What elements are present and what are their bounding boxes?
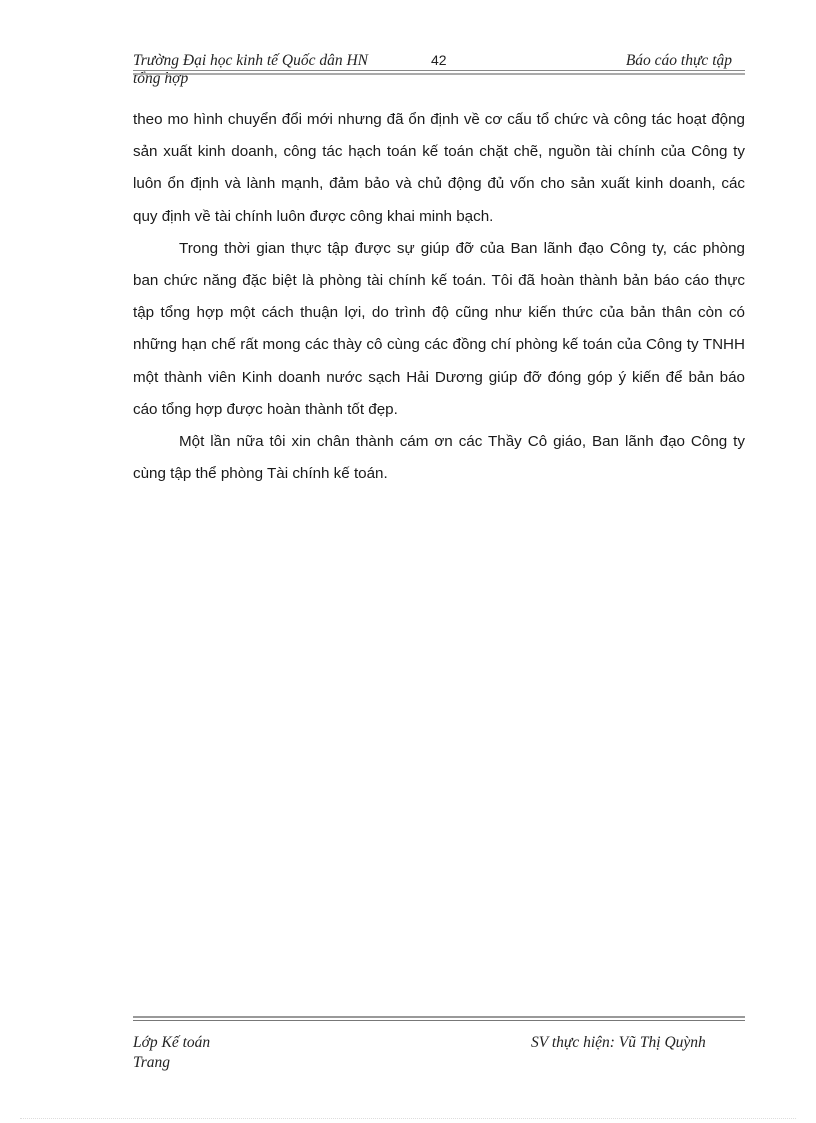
footer-class-name-continued: Trang — [133, 1054, 171, 1071]
body-text — [133, 104, 745, 490]
footer-class-name: Lớp Kế toán — [133, 1034, 211, 1051]
paragraph-1: theo mo hình chuyển đổi mới nhưng đã ổn định về cơ cấu tổ chức và công tác hoạt động sản xuất kinh doanh, công tác hạch toán kế toán chặt chẽ, nguồn tài chính của Công ty luôn ổn định và lành mạnh, đảm bảo và chủ động đủ vốn cho sản xuất kinh doanh, các quy định về tài chính luôn được công khai minh bạch. — [133, 111, 745, 225]
header-divider-double — [133, 73, 745, 75]
header-divider — [133, 70, 745, 71]
header-report-title-continued: tổng hợp — [133, 70, 189, 87]
header-page-number: 42 — [431, 52, 447, 68]
header-school-name: Trường Đại học kinh tế Quốc dân HN — [133, 52, 369, 69]
header-report-title: Báo cáo thực tập — [625, 52, 732, 69]
footer-student-name: SV thực hiện: Vũ Thị Quỳnh — [531, 1034, 706, 1051]
paragraph-2: Trong thời gian thực tập được sự giúp đỡ của Ban lãnh đạo Công ty, các phòng ban chức năng đặc biệt là phòng tài chính kế toán. Tôi đã hoàn thành bản báo cáo thực tập tổng hợp một cách thuận lợi, do trình độ cũng như kiến thức của bản thân còn có những hạn chế rất mong các thày cô cùng các đồng chí phòng kế toán của Công ty TNHH một thành viên Kinh doanh nước sạch Hải Dương giúp đỡ đóng góp ý kiến để bản báo cáo tổng hợp được hoàn thành tốt đẹp. — [133, 239, 745, 418]
page-header — [133, 52, 738, 92]
paragraph-3: Một lần nữa tôi xin chân thành cám ơn các Thầy Cô giáo, Ban lãnh đạo Công ty cùng tập thể phòng Tài chính kế toán. — [133, 433, 745, 483]
footer-divider-double — [133, 1020, 745, 1021]
page-bottom-border — [20, 1118, 796, 1119]
footer-divider — [133, 1016, 745, 1018]
